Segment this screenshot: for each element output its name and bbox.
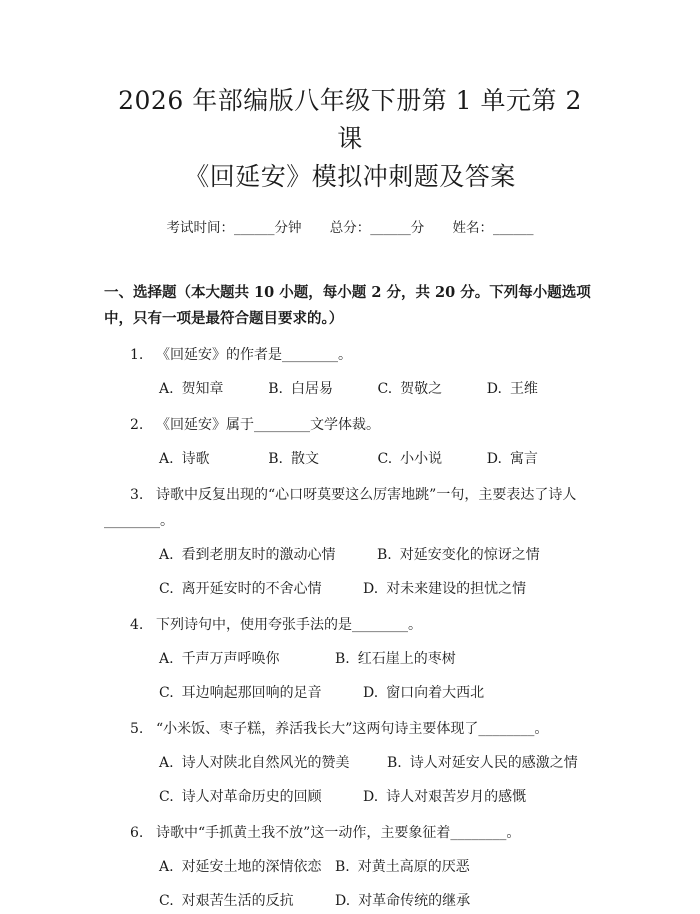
question [104, 342, 596, 368]
option-letter: C. [159, 685, 174, 701]
option-text: 耳边响起那回响的足音 [181, 685, 322, 701]
exam-meta [104, 218, 596, 238]
question-number: 1. [130, 347, 144, 363]
option-letter: B. [387, 755, 402, 771]
option-letter: A. [159, 451, 174, 467]
option-text: 看到老朋友时的激动心情 [181, 547, 336, 563]
option-text: 对革命传统的继承 [358, 893, 471, 909]
question-stem: “小米饭、枣子糕，养活我长大”这两句诗主要体现了________。 [156, 721, 549, 737]
option[interactable] [159, 784, 363, 810]
question [104, 412, 596, 438]
option-list [104, 376, 596, 402]
option-list [104, 680, 596, 706]
option-text: 诗人对延安人民的感激之情 [409, 755, 578, 771]
option[interactable] [378, 376, 487, 402]
option-text: 对艰苦生活的反抗 [181, 893, 294, 909]
question-stem: 下列诗句中，使用夸张手法的是________。 [156, 617, 422, 633]
option-text: 对黄土高原的厌恶 [357, 859, 470, 875]
option-text: 千声万声呼唤你 [181, 651, 280, 667]
title-line-2: 《回延安》模拟冲刺题及答案 [184, 162, 516, 191]
option-text: 诗歌 [181, 451, 210, 467]
option-text: 对延安变化的惊讶之情 [399, 547, 540, 563]
option-letter: C. [377, 451, 393, 467]
option-text: 窗口向着大西北 [386, 685, 485, 701]
option[interactable] [159, 446, 268, 472]
option[interactable] [378, 446, 487, 472]
question [104, 820, 596, 846]
option-letter: C. [159, 581, 174, 597]
option-letter: B. [335, 651, 350, 667]
option-text: 贺敬之 [400, 381, 443, 397]
option-letter: A. [159, 381, 174, 397]
option[interactable] [363, 576, 526, 602]
question [104, 716, 596, 742]
option-letter: D. [363, 789, 379, 805]
option[interactable] [487, 446, 596, 472]
option-letter: B. [268, 381, 283, 397]
option-text: 散文 [291, 451, 319, 467]
question-stem: 《回延安》属于________文学体裁。 [156, 417, 380, 433]
option-text: 对延安土地的深情依恋 [181, 859, 322, 875]
option-letter: A. [159, 651, 174, 667]
option[interactable] [377, 542, 540, 568]
option[interactable] [159, 854, 335, 880]
option-text: 对未来建设的担忧之情 [386, 581, 527, 597]
question-number: 2. [130, 417, 144, 433]
question-stem: 诗歌中“手抓黄土我不放”这一动作，主要象征着________。 [156, 825, 521, 841]
option-letter: A. [159, 547, 174, 563]
option-list [104, 854, 596, 880]
option-list [104, 888, 596, 914]
option-text: 寓言 [509, 451, 538, 467]
option-text: 诗人对革命历史的回顾 [181, 789, 322, 805]
option[interactable] [159, 542, 377, 568]
option[interactable] [159, 376, 268, 402]
option[interactable] [159, 646, 335, 672]
option-letter: C. [159, 893, 174, 909]
option-text: 离开延安时的不舍心情 [181, 581, 322, 597]
question-number: 3. [130, 487, 144, 503]
option-letter: A. [159, 859, 174, 875]
option-text: 小小说 [400, 451, 443, 467]
option-text: 王维 [509, 381, 538, 397]
option-letter: B. [335, 859, 350, 875]
option[interactable] [335, 854, 470, 880]
option[interactable] [159, 680, 363, 706]
option[interactable] [487, 376, 596, 402]
question-number: 5. [130, 721, 144, 737]
question-stem: 诗歌中反复出现的“心口呀莫要这么厉害地跳”一句，主要表达了诗人________。 [104, 487, 577, 529]
question-number: 4. [130, 617, 144, 633]
option[interactable] [159, 750, 387, 776]
student-name: 姓名：______ [452, 220, 534, 236]
option-text: 诗人对艰苦岁月的感慨 [386, 789, 527, 805]
option[interactable] [268, 376, 377, 402]
option-letter: C. [159, 789, 174, 805]
question-number: 6. [130, 825, 144, 841]
option-letter: D. [335, 893, 351, 909]
option-letter: C. [377, 381, 393, 397]
option-letter: A. [159, 755, 174, 771]
option[interactable] [363, 784, 526, 810]
total-score: 总分：______分 [329, 220, 425, 236]
question-stem: 《回延安》的作者是________。 [156, 347, 352, 363]
option-text: 白居易 [291, 381, 333, 397]
option-letter: D. [363, 581, 379, 597]
option[interactable] [159, 888, 335, 914]
option[interactable] [363, 680, 484, 706]
title-line-1: 2026 年部编版八年级下册第 1 单元第 2 课 [118, 86, 582, 153]
option-list [104, 750, 596, 776]
option-list [104, 542, 596, 568]
option-text: 诗人对陕北自然风光的赞美 [181, 755, 350, 771]
question [104, 612, 596, 638]
option-list [104, 784, 596, 810]
option-letter: B. [268, 451, 283, 467]
option[interactable] [159, 576, 363, 602]
option-list [104, 446, 596, 472]
exam-time: 考试时间：______分钟 [166, 220, 302, 236]
option-letter: B. [377, 547, 392, 563]
option-list [104, 576, 596, 602]
option[interactable] [335, 646, 456, 672]
option-list [104, 646, 596, 672]
option-letter: D. [363, 685, 379, 701]
page-title [104, 0, 596, 196]
option-letter: D. [486, 451, 502, 467]
option-letter: D. [486, 381, 502, 397]
option[interactable] [268, 446, 377, 472]
option-text: 贺知章 [181, 381, 224, 397]
section-heading: 一、选择题（本大题共 10 小题，每小题 2 分，共 20 分。下列每小题选项中，只有一项是最符合题目要求的。） [104, 284, 591, 327]
option[interactable] [387, 750, 578, 776]
option[interactable] [335, 888, 470, 914]
question [104, 482, 596, 534]
option-text: 红石崖上的枣树 [357, 651, 456, 667]
